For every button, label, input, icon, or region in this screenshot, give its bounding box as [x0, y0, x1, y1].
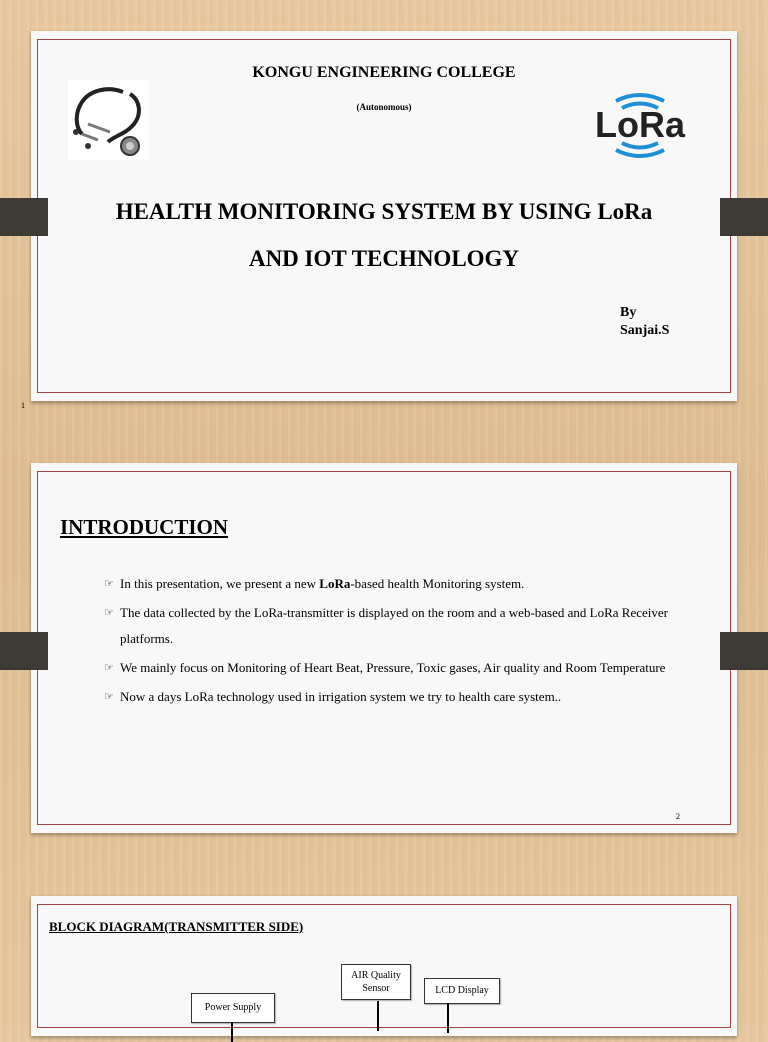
- slide-introduction[interactable]: [31, 463, 737, 833]
- author-name: Sanjai.S: [620, 323, 670, 338]
- lora-logo: [584, 91, 696, 161]
- lora-logo-text: LoRa: [595, 104, 685, 145]
- list-item: [104, 571, 694, 597]
- bullet-text: -based health Monitoring system.: [350, 576, 525, 591]
- air-quality-label-line1: AIR Quality: [351, 970, 401, 981]
- bullet-bold-text: LoRa: [319, 576, 351, 591]
- college-autonomous-label: (Autonomous): [356, 102, 412, 112]
- bullet-text: Now a days LoRa technology used in irrigation system we try to health care system..: [120, 689, 562, 704]
- connector-line: [377, 1001, 379, 1031]
- presentation-title-line1: HEALTH MONITORING SYSTEM BY USING LoRa: [115, 199, 653, 224]
- slide-tab-left: [0, 632, 48, 670]
- section-heading: INTRODUCTION: [60, 515, 229, 539]
- slide-tab-right: [720, 198, 768, 236]
- list-item: [104, 684, 694, 710]
- air-quality-sensor-block: [341, 964, 411, 1000]
- list-item: [104, 600, 694, 652]
- connector-line: [231, 1022, 233, 1042]
- pointing-hand-icon: ☞: [104, 662, 114, 674]
- list-item: [104, 655, 694, 681]
- by-label: By: [620, 305, 637, 320]
- presentation-title-line2: AND IOT TECHNOLOGY: [248, 246, 520, 271]
- bullet-text: The data collected by the LoRa-transmitter is displayed on the room and a web-based and LoRa Receiver platforms.: [120, 605, 668, 646]
- bullet-list: [104, 571, 694, 713]
- section-heading: BLOCK DIAGRAM(TRANSMITTER SIDE): [49, 919, 304, 934]
- lcd-display-block: LCD Display: [424, 978, 500, 1004]
- power-supply-block: Power Supply: [191, 993, 275, 1023]
- slide-tab-right: [720, 632, 768, 670]
- page-number: 2: [676, 812, 680, 821]
- college-name: KONGU ENGINEERING COLLEGE: [252, 64, 516, 81]
- bullet-text: We mainly focus on Monitoring of Heart Beat, Pressure, Toxic gases, Air quality and Room Temperature: [120, 660, 666, 675]
- slide-title[interactable]: [31, 31, 737, 401]
- pointing-hand-icon: ☞: [104, 607, 114, 619]
- pointing-hand-icon: ☞: [104, 691, 114, 703]
- air-quality-label-line2: Sensor: [362, 983, 390, 994]
- page-number: 1: [21, 401, 25, 410]
- pointing-hand-icon: ☞: [104, 578, 114, 590]
- bullet-text: In this presentation, we present a new: [120, 576, 320, 591]
- slide-tab-left: [0, 198, 48, 236]
- connector-arrow: [447, 1003, 449, 1033]
- slide-block-diagram[interactable]: [31, 896, 737, 1036]
- stethoscope-icon: [68, 80, 149, 160]
